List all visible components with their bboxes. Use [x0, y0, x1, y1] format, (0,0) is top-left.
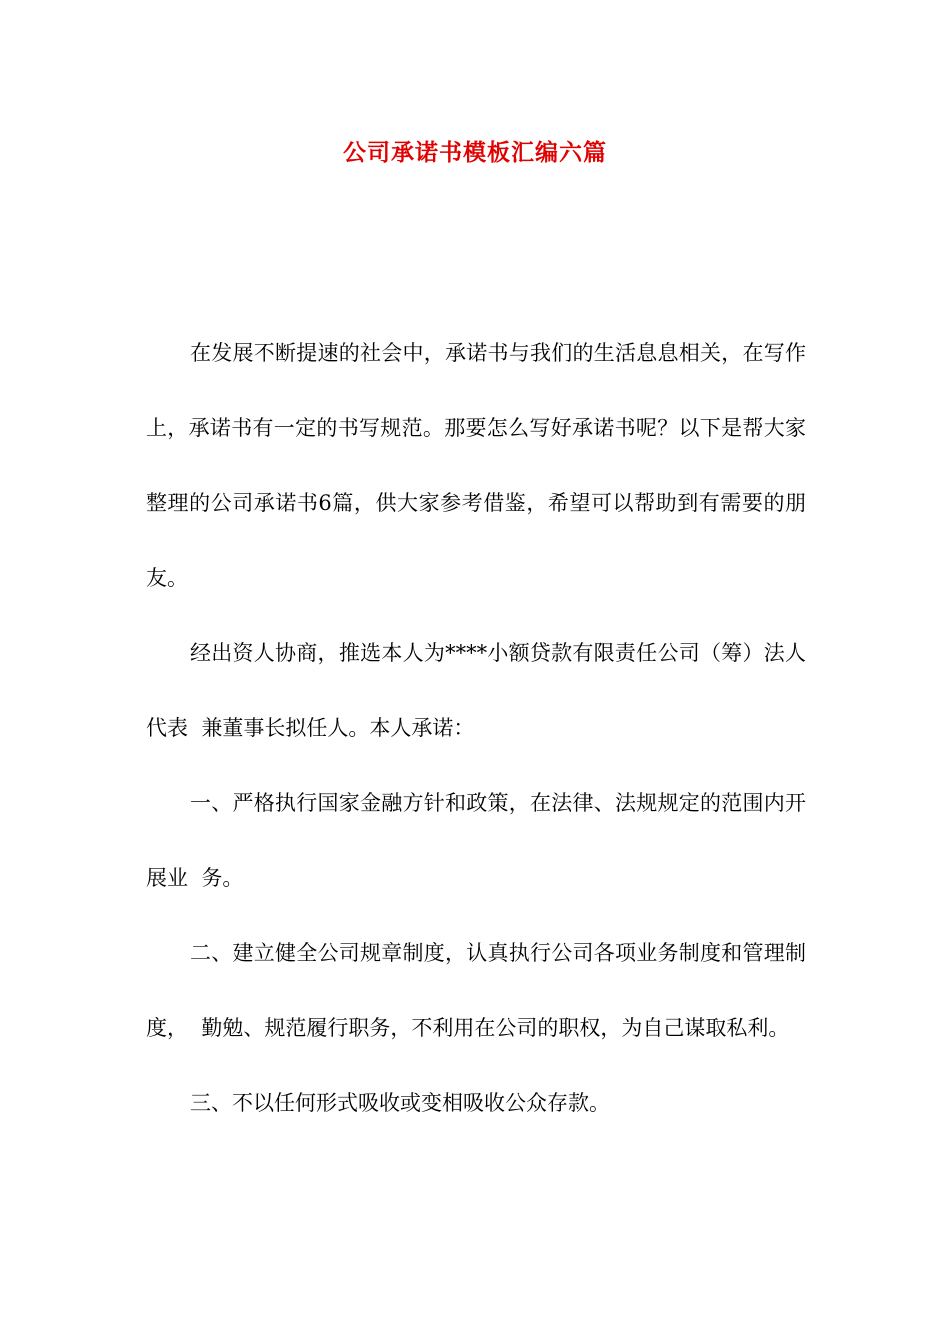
paragraph-commitment-3: 三、不以任何形式吸收或变相吸收公众存款。	[190, 1091, 610, 1115]
paragraph-intro: 在发展不断提速的社会中，承诺书与我们的生活息息相关，在写作上，承诺书有一定的书写规范。那要怎么写好承诺书呢？以下是帮大家整理的公司承诺书6篇，供大家参考借鉴，希望可以帮助到有需要的朋友。	[146, 341, 806, 590]
paragraph-commitment-2: 二、建立健全公司规章制度，认真执行公司各项业务制度和管理制度， 勤勉、规范履行职务，不利用在公司的职权，为自己谋取私利。	[146, 941, 806, 1040]
paragraph-nomination: 经出资人协商，推选本人为****小额贷款有限责任公司（筹）法人代表 兼董事长拟任人。本人承诺：	[146, 641, 806, 740]
paragraph-commitment-1: 一、严格执行国家金融方针和政策，在法律、法规规定的范围内开展业 务。	[146, 791, 806, 890]
document-title: 公司承诺书模板汇编六篇	[343, 139, 607, 166]
document-body	[146, 316, 806, 1141]
